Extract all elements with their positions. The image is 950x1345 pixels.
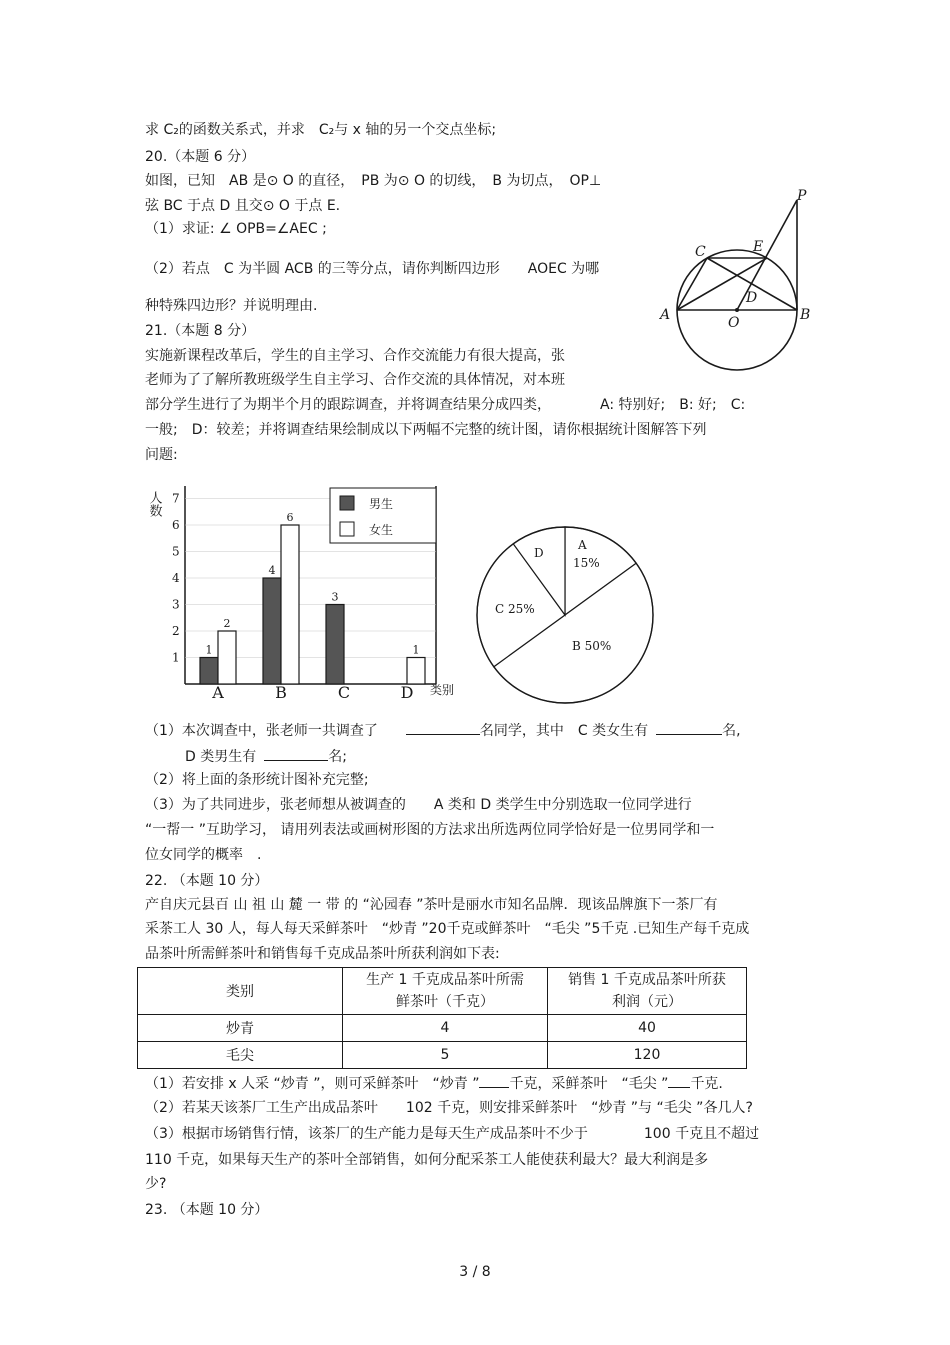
pie-label-d: D [534,546,544,560]
text-line: 位女同学的概率 . [145,847,262,863]
text-line: （3）为了共同进步，张老师想从被调查的 A 类和 D 类学生中分别选取一位同学进行 [145,797,692,813]
bar-chart [140,476,470,704]
q22-heading: 22. （本题 10 分） [145,873,269,889]
label-e: E [753,239,764,255]
bar-value-label: 4 [268,564,276,577]
x-tick-label: D [400,683,414,702]
page-number: 3 / 8 [459,1264,491,1280]
text-line: 实施新课程改革后，学生的自主学习、合作交流能力有很大提高，张 [145,348,565,364]
y-tick-label: 6 [172,518,180,532]
y-tick-label: 1 [172,650,180,665]
text-fragment: 名, [722,723,741,739]
table-row [138,1015,747,1042]
text-fragment: 千克. [690,1076,723,1092]
legend-swatch-female [340,522,354,536]
bar-value-label: 1 [412,643,420,657]
pie-label-a: A [578,538,587,552]
text-line: 少? [145,1176,167,1192]
bar-male-C [326,605,344,685]
text-line: 110 千克，如果每天生产的茶叶全部销售，如何分配采茶工人能使获利最大？最大利润是多 [145,1152,709,1168]
text-line: 品茶叶所需鲜茶叶和销售每千克成品茶叶所获利润如下表: [145,946,500,962]
text-line: 老师为了了解所教班级学生自主学习、合作交流的具体情况，对本班 [145,372,565,388]
pie-label-a-pct: 15% [573,556,600,570]
text-line: 弦 BC 于点 D 且交⊙ O 于点 E. [145,198,341,214]
text-line: 部分学生进行了为期半个月的跟踪调查，并将调查结果分成四类， A: 特别好; B: 好; C: [145,397,746,413]
text-line: （3）根据市场销售行情，该茶厂的生产能力是每天生产成品茶叶不少于 100 千克且不超过 [145,1126,760,1142]
y-tick-label: 5 [172,544,180,559]
text-line [185,746,347,767]
answer-blank[interactable] [264,746,328,761]
table-header-cell [343,968,548,1015]
table-row [138,1042,747,1069]
text-fragment: 名; [328,749,347,765]
x-tick-label: C [337,683,351,702]
bar-value-label: 3 [331,590,339,604]
bar-value-label: 6 [286,511,294,524]
y-tick-label: 3 [172,597,180,612]
x-tick-label: A [212,683,224,702]
answer-blank[interactable] [406,720,480,735]
pie-chart [470,520,660,710]
legend-label-female: 女生 [369,523,394,537]
circle-figure [650,188,820,373]
pie-label-b: B 50% [572,639,612,653]
text-fragment: （1）本次调查中，张老师一共调查了 [145,723,378,739]
answer-blank[interactable] [668,1073,690,1088]
label-c: C [695,244,706,260]
q21-heading: 21.（本题 8 分） [145,323,256,339]
header-line: 利润（元） [612,994,682,1010]
bar-value-label: 1 [205,643,213,657]
answer-blank[interactable] [479,1073,509,1088]
table-header-cell: 类别 [138,968,343,1015]
label-o: O [728,315,740,331]
answer-blank[interactable] [656,720,722,735]
label-p: P [797,188,807,204]
q20-heading: 20.（本题 6 分） [145,149,256,165]
q23-heading: 23. （本题 10 分） [145,1202,269,1218]
text-line: 如图，已知 AB 是⊙ O 的直径， PB 为⊙ O 的切线， B 为切点， OP⊥ [145,173,602,189]
table-cell: 4 [343,1015,548,1042]
table-cell: 120 [548,1042,747,1069]
text-line: 问题: [145,447,178,463]
x-axis-title: 类别 [430,683,455,697]
x-tick-label: B [275,683,287,702]
text-line: （1）求证: ∠ OPB=∠AEC ; [145,221,327,237]
table-cell: 40 [548,1015,747,1042]
text-line: （2）若点 C 为半圆 ACB 的三等分点，请你判断四边形 AOEC 为哪 [145,261,600,277]
text-line: 种特殊四边形？并说明理由. [145,298,318,314]
header-line: 销售 1 千克成品茶叶所获 [568,972,726,988]
bar-female-B [281,525,299,684]
pie-label-c: C 25% [495,602,535,616]
header-line: 生产 1 千克成品茶叶所需 [366,972,524,988]
text-line [145,720,741,741]
text-fragment: 千克，采鲜茶叶 “毛尖 ” [509,1076,669,1092]
y-tick-label: 4 [172,571,180,585]
y-tick-label: 7 [172,491,180,506]
table-cell: 5 [343,1042,548,1069]
point-o [735,308,739,312]
bar-female-D [407,658,425,685]
tea-table [137,967,747,1069]
legend-swatch-male [340,496,354,510]
legend-label-male: 男生 [369,497,394,511]
text-fragment: 名同学，其中 C 类女生有 [479,723,649,739]
text-line: 采茶工人 30 人，每人每天采鲜茶叶 “炒青 ”20千克或鲜茶叶 “毛尖 ”5千克 .已知生产每千克成 [145,921,750,937]
label-a: A [660,307,671,323]
bar-male-B [263,578,281,684]
text-line: 一般; D：较差；并将调查结果绘制成以下两幅不完整的统计图，请你根据统计图解答下列 [145,422,707,438]
text-line: （2）将上面的条形统计图补充完整; [145,772,369,788]
text-line: “一帮一 ”互助学习， 请用列表法或画树形图的方法求出所选两位同学恰好是一位男同学和一 [145,822,715,838]
label-d: D [746,290,758,306]
legend [330,488,436,543]
table-header-cell [548,968,747,1015]
header-line: 鲜茶叶（千克） [396,994,494,1010]
table-header-row [138,968,747,1015]
text-line [145,1073,723,1094]
bar-value-label: 2 [223,617,231,630]
label-b: B [800,307,811,323]
text-line: 求 C₂的函数关系式，并求 C₂与 x 轴的另一个交点坐标; [145,122,497,138]
y-tick-label: 2 [172,624,180,638]
table-cell: 毛尖 [138,1042,343,1069]
text-line: 产自庆元县百 山 祖 山 麓 一 带 的 “沁园春 ”茶叶是丽水市知名品牌．现该品牌旗下一茶厂有 [145,897,718,913]
table-cell: 炒青 [138,1015,343,1042]
bar-male-A [200,658,218,685]
text-fragment: （1）若安排 x 人采 “炒青 ”，则可采鲜茶叶 “炒青 ” [145,1076,480,1092]
y-axis-title: 人数 [146,491,162,517]
text-line: （2）若某天该茶厂工生产出成品茶叶 102 千克，则安排采鲜茶叶 “炒青 ”与 “毛尖 ”各几人? [145,1100,753,1116]
bar-female-A [218,631,236,684]
text-fragment: D 类男生有 [185,749,257,765]
